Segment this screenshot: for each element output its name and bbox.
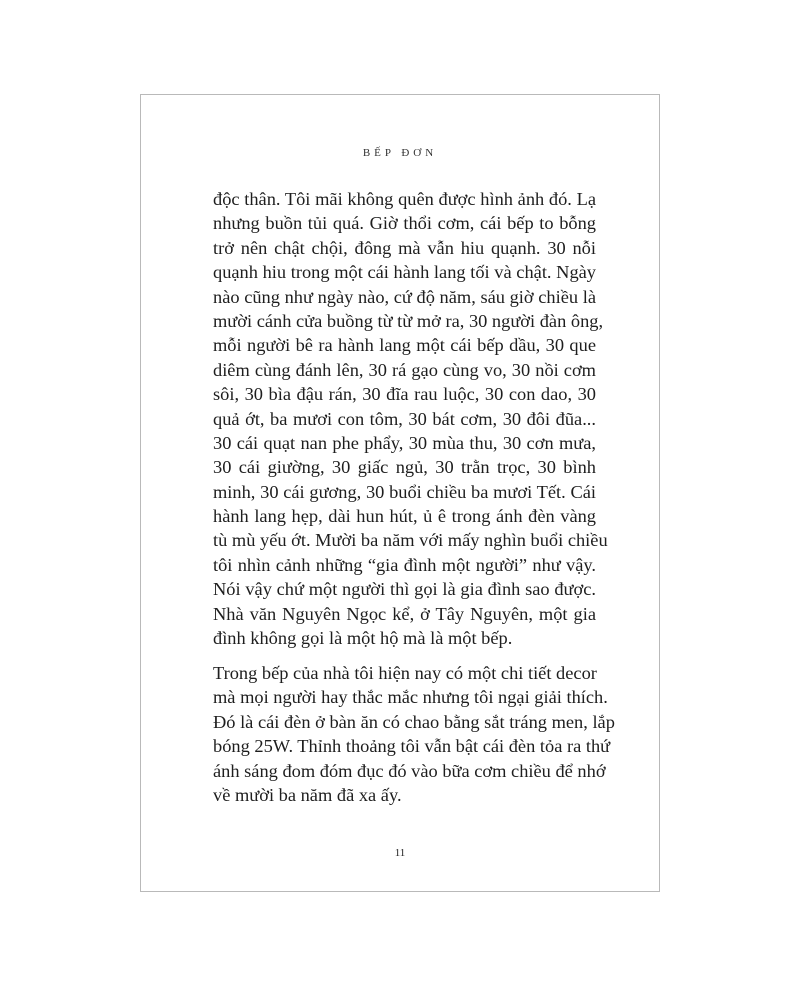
text-line: đình không gọi là một hộ mà là một bếp. bbox=[213, 628, 513, 649]
text-line: mà mọi người hay thắc mắc nhưng tôi ngại giải thích. bbox=[213, 687, 608, 708]
text-line: Nhà văn Nguyên Ngọc kể, ở Tây Nguyên, một gia bbox=[213, 603, 596, 624]
text-line: mỗi người bê ra hành lang một cái bếp dầu, 30 que bbox=[213, 335, 596, 356]
text-line: độc thân. Tôi mãi không quên được hình ảnh đó. Lạ bbox=[213, 189, 596, 209]
text-line: 30 cái giường, 30 giấc ngủ, 30 trằn trọc, 30 bình bbox=[213, 457, 596, 478]
text-line: diêm cùng đánh lên, 30 rá gạo cùng vo, 30 nồi cơm bbox=[213, 359, 596, 380]
text-line: tôi nhìn cảnh những “gia đình một người” như vậy. bbox=[213, 554, 596, 575]
paragraph-2 bbox=[213, 661, 615, 807]
text-line: Trong bếp của nhà tôi hiện nay có một chi tiết decor bbox=[213, 663, 597, 683]
text-line: Đó là cái đèn ở bàn ăn có chao bằng sắt tráng men, lắp bbox=[213, 711, 615, 732]
text-line: bóng 25W. Thỉnh thoảng tôi vẫn bật cái đèn tỏa ra thứ bbox=[213, 736, 611, 757]
text-line: quạnh hiu trong một cái hành lang tối và chật. Ngày bbox=[213, 262, 596, 283]
text-line: mười cánh cửa buồng từ từ mở ra, 30 người đàn ông, bbox=[213, 310, 604, 331]
text-line: Nói vậy chứ một người thì gọi là gia đình sao được. bbox=[213, 579, 596, 600]
text-line: sôi, 30 bìa đậu rán, 30 đĩa rau luộc, 30 con dao, 30 bbox=[213, 384, 596, 405]
book-page bbox=[140, 94, 660, 892]
page-number: 11 bbox=[394, 847, 406, 859]
paragraph-1 bbox=[213, 187, 608, 650]
text-line: nhưng buồn tủi quá. Giờ thổi cơm, cái bếp to bỗng bbox=[213, 213, 596, 234]
text-line: hành lang hẹp, dài hun hút, ủ ê trong ánh đèn vàng bbox=[213, 506, 596, 527]
running-title: BẾP ĐƠN bbox=[362, 147, 438, 159]
text-line: tù mù yếu ớt. Mười ba năm với mấy nghìn buổi chiều bbox=[213, 530, 608, 551]
text-line: quả ớt, ba mươi con tôm, 30 bát cơm, 30 đôi đũa... bbox=[213, 408, 596, 429]
text-line: minh, 30 cái gương, 30 buổi chiều ba mươi Tết. Cái bbox=[213, 481, 596, 502]
text-line: trở nên chật chội, đông mà vẫn hiu quạnh. 30 nỗi bbox=[213, 237, 596, 258]
text-line: 30 cái quạt nan phe phẩy, 30 mùa thu, 30 cơn mưa, bbox=[213, 432, 596, 453]
text-line: nào cũng như ngày nào, cứ độ năm, sáu giờ chiều là bbox=[213, 286, 596, 307]
text-line: về mười ba năm đã xa ấy. bbox=[213, 784, 402, 805]
text-line: ánh sáng đom đóm đục đó vào bữa cơm chiều để nhớ bbox=[213, 760, 606, 781]
